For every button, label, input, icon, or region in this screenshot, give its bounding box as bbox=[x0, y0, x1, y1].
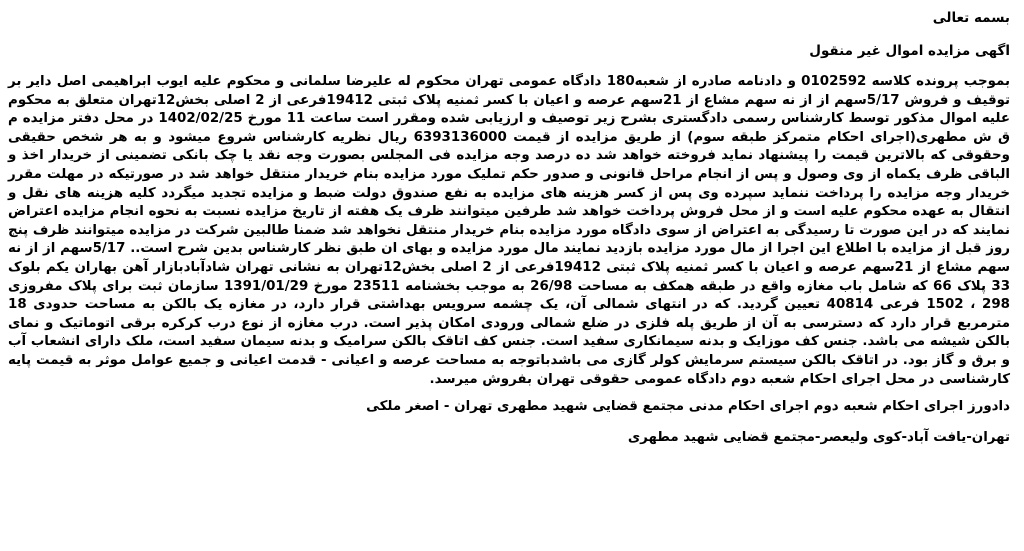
notice-body-paragraph: بموجب پرونده کلاسه 0102592 و دادنامه صادره از شعبه180 دادگاه عمومی تهران محکوم له علیرضا سلمانی و محکوم علیه ایوب ابراهیمی اصل دایر بر توقیف و فروش 5/17سهم از از نه سهم مشاع از 21سهم عرصه و اعیان با کسر ثمنیه پلاک ثبتی 19412فرعی از 2 اصلی بخش12تهران متعلق به محکوم علیه اموال مذکور توسط کارشناس رسمی دادگستری بشرح زیر توصیف و ارزیابی شده ومقرر است ساعت 11 مورخ 1402/02/25 در محل دفتر مزایده م ق ش مطهری(اجرای احکام متمرکز طبقه سوم) از طریق مزایده از قیمت 6393136000 ریال نظریه کارشناس شروع میشود و به هر شخص حقیقی وحقوقی که بالاترین قیمت را پیشنهاد نماید فروخته خواهد شد ده درصد وجه مزایده فی المجلس بصورت وجه نقد یا چک بانکی تضمینی از خریدار اخذ و الباقی ظرف یکماه از وی وصول و پس از انجام مراحل قانونی و صدور حکم تملیک مورد مزایده بنام خریدار منتقل خواهد شد در صورتیکه در مهلت مقرر خریدار وجه مزایده را پرداخت ننماید سپرده وی پس از کسر هزینه های مزایده به نفع صندوق دولت ضبط و مزایده تجدید میگردد کلیه هزینه های نقل و انتقال به عهده محکوم علیه است و از محل فروش پرداخت خواهد شد طرفین میتوانند ظرف یک هفته از تاریخ مزایده نسبت به نحوه انجام مزایده اعتراض نمایند که در این صورت تا رسیدگی به اعتراض از سوی دادگاه مورد مزایده بنام خریدار منتقل نخواهد شد ضمنا طالبین شرکت در مزایده میتوانند ظرف پنج روز قبل از مزایده با اطلاع این اجرا از مال مورد مزایده بازدید نمایند مال مورد مزایده و بهای ان طبق نظر کارشناس بدین شرح است.. 5/17سهم از از نه سهم مشاع از 21سهم عرصه و اعیان با کسر ثمنیه پلاک ثبتی 19412فرعی از 2 اصلی بخش12تهران به نشانی تهران شادآبادبازار آهن بهاران یکم بلوک 33 پلاک 66 که شامل باب مغازه واقع در طبقه همکف به مساحت 26/98 به موجب بخشنامه 23511 مورخ 1391/01/29 سازمان ثبت برای پلاک مفروزی 298 ، 1502 فرعی 40814 تعیین گردید. که در انتهای شمالی آن، یک چشمه سرویس بهداشتی قرار دارد، در مغازه یک بالکن به مساحت حدودی 18 مترمربع قرار دارد که دسترسی به آن از طریق پله فلزی در ضلع شمالی ورودی امکان پذیر است. درب مغازه از نوع درب کرکره برقی اتوماتیک و نمای بالکن شیشه می باشد. جنس کف موزایک و بدنه سیمانکاری سفید است. جنس کف اتاقک بالکن سرامیک و بدنه سیمان سفید است، ملک دارای انشعاب آب و برق و گاز بود. در اتاقک بالکن سیستم سرمایش کولر گازی می باشدباتوجه به مساحت عرصه و اعیانی - قدمت اعیانی و جمیع عوامل موثر به قیمت پایه کارشناسی در محل اجرای احکام شعبه دوم دادگاه عمومی حقوقی تهران بفروش میرسد. bbox=[8, 74, 1011, 387]
address-line: تهران-یافت آباد-کوی ولیعصر-مجتمع قضایی شهید مطهری bbox=[627, 430, 1010, 446]
signature-line: دادورز اجرای احکام شعبه دوم اجرای احکام مدنی مجتمع قضایی شهید مطهری تهران - اصغر ملکی bbox=[366, 399, 1010, 415]
basmala-heading: بسمه تعالی bbox=[932, 10, 1010, 26]
notice-title: اگهی مزایده اموال غیر منقول bbox=[809, 43, 1010, 59]
